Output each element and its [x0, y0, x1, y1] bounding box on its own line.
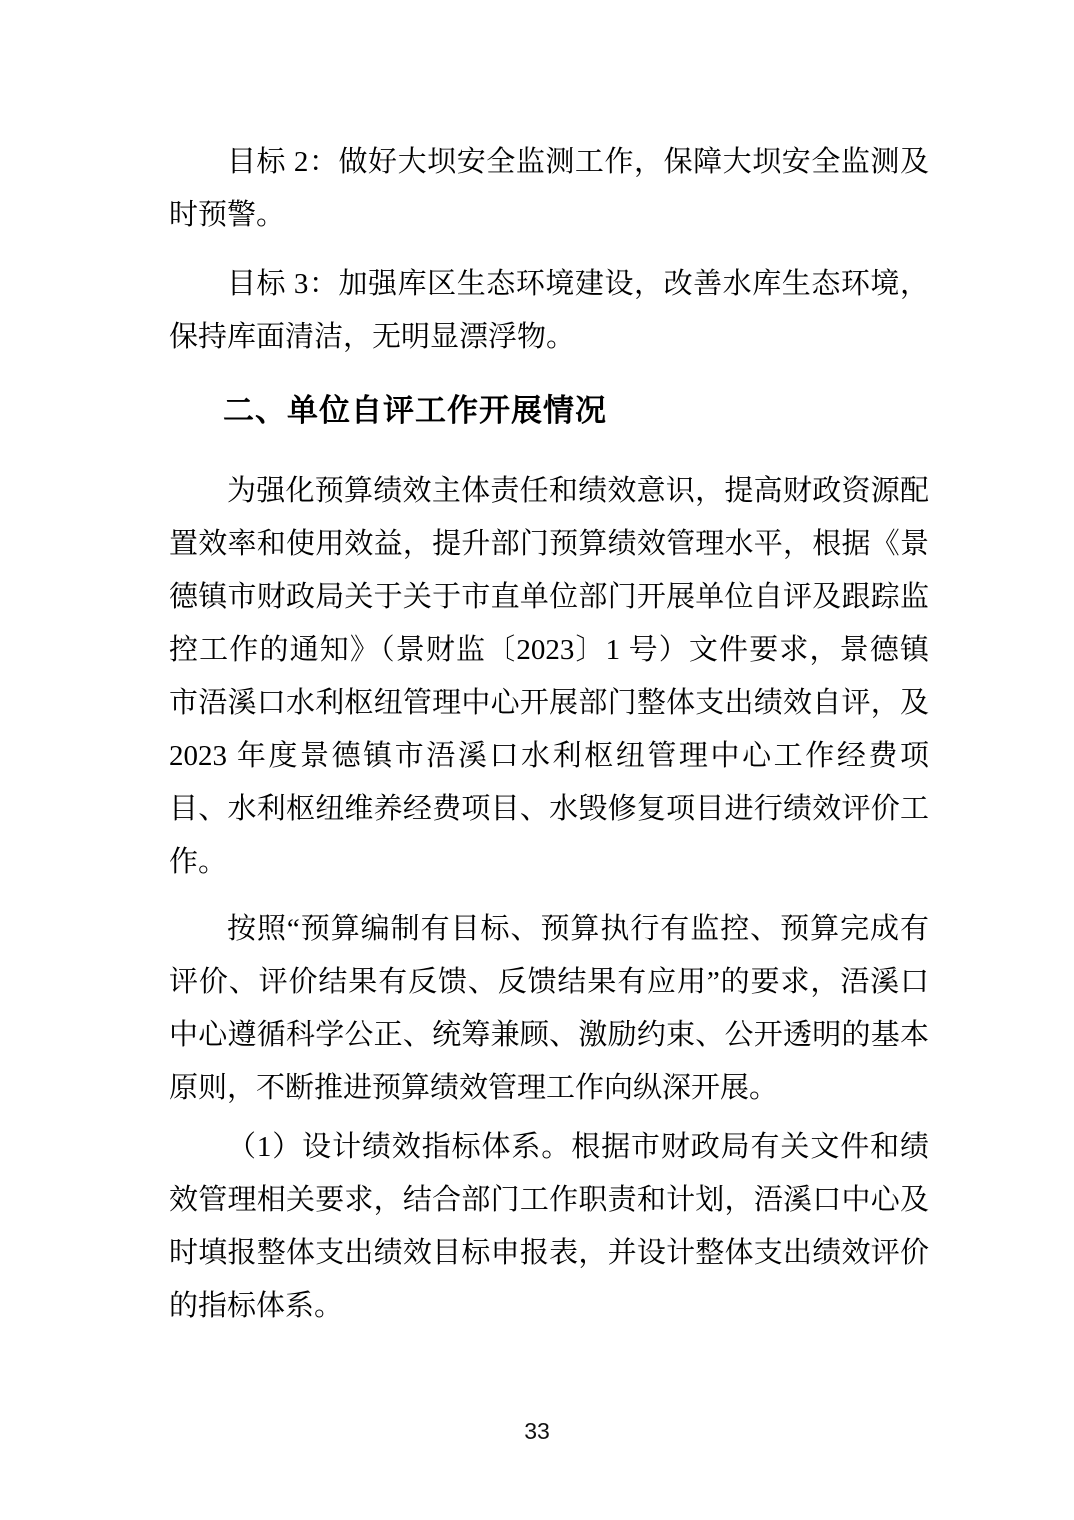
- section-heading: 二、单位自评工作开展情况: [223, 393, 607, 428]
- document-body: [169, 136, 929, 1333]
- paragraph-self-evaluation-overview: 为强化预算绩效主体责任和绩效意识，提高财政资源配置效率和使用效益，提升部门预算绩效管理水平，根据《景德镇市财政局关于关于市直单位部门开展单位自评及跟踪监控工作的通知》（景财监〔2023〕1 号）文件要求，景德镇市浯溪口水利枢纽管理中心开展部门整体支出绩效自评，及 2023 年度景德镇市浯溪口水利枢纽管理中心工作经费项目、水利枢纽维养经费项目、水毁修复项目进行绩效评价工作。: [169, 475, 929, 878]
- paragraph-goal-3: 目标 3：加强库区生态环境建设，改善水库生态环境，保持库面清洁，无明显漂浮物。: [169, 268, 929, 353]
- page-number: 33: [524, 1418, 550, 1444]
- paragraph-evaluation-principles: 按照“预算编制有目标、预算执行有监控、预算完成有评价、评价结果有反馈、反馈结果有应用”的要求，浯溪口中心遵循科学公正、统筹兼顾、激励约束、公开透明的基本原则，不断推进预算绩效管理工作向纵深开展。: [169, 913, 929, 1104]
- paragraph-indicator-system: （1）设计绩效指标体系。根据市财政局有关文件和绩效管理相关要求，结合部门工作职责和计划，浯溪口中心及时填报整体支出绩效目标申报表，并设计整体支出绩效评价的指标体系。: [169, 1131, 929, 1322]
- paragraph-goal-2: 目标 2：做好大坝安全监测工作，保障大坝安全监测及时预警。: [169, 146, 929, 231]
